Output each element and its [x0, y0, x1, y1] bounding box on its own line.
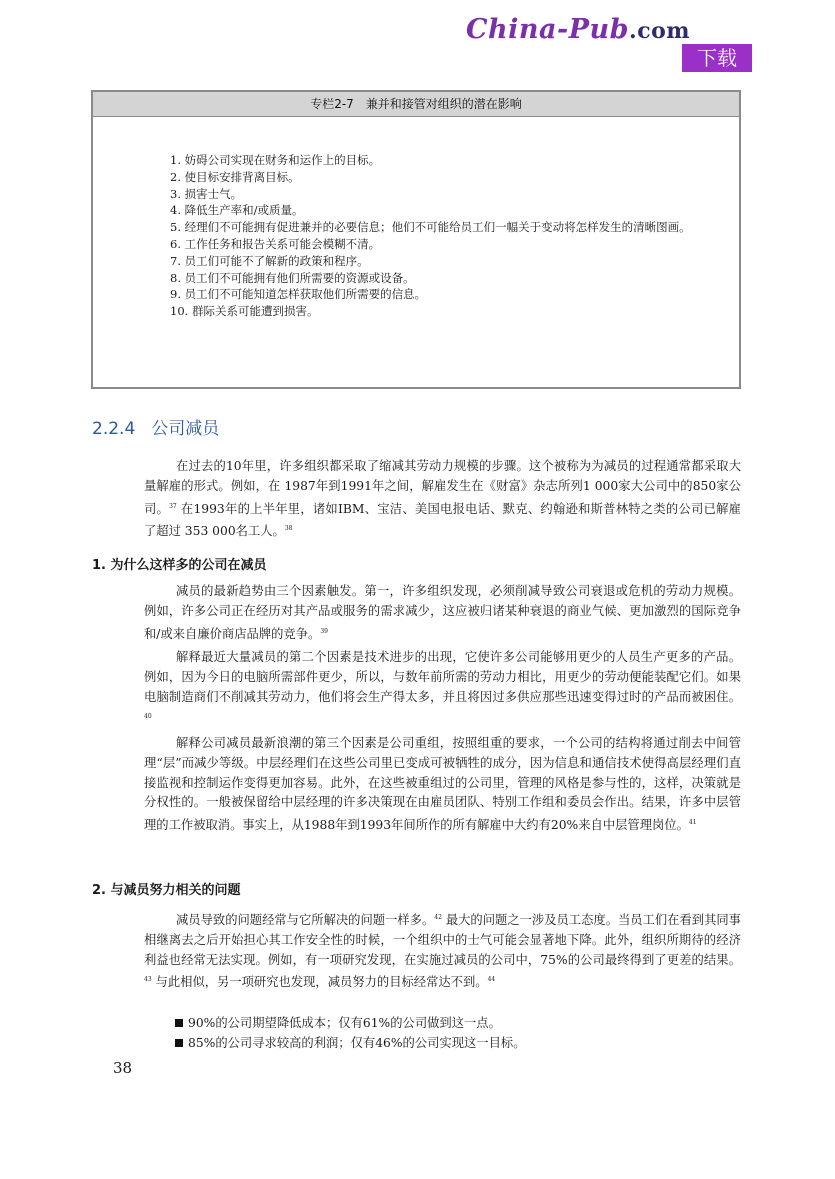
section-heading: [92, 414, 219, 439]
list-item: 1. 妨碍公司实现在财务和运作上的目标。: [170, 153, 381, 167]
footnote-ref: 44: [487, 976, 496, 984]
sidebar-title: 专栏2-7 兼并和接管对组织的潜在影响: [93, 92, 739, 117]
logo-brand: China-Pub: [466, 14, 630, 45]
list-item: 3. 损害士气。: [170, 186, 243, 201]
section-title: 公司减员: [151, 419, 220, 439]
list-item: 9. 员工们不可能知道怎样获取他们所需要的信息。: [170, 287, 427, 302]
page-number: 38: [113, 1059, 133, 1077]
china-pub-logo: [466, 14, 756, 72]
footnote-ref: 37: [169, 502, 177, 510]
subsection-heading-2: 2. 与减员努力相关的问题: [92, 883, 241, 898]
footnote-ref: 42: [434, 914, 442, 921]
list-item: 4. 降低生产率和/或质量。: [170, 203, 304, 218]
bullet-item: 85%的公司寻求较高的利润；仅有46%的公司实现这一目标。: [175, 1034, 526, 1054]
footnote-ref: 40: [144, 713, 152, 721]
paragraph: 减员导致的问题经常与它所解决的问题一样多。$^{42}$ 最大的问题之一涉及员工态度。当员工们在看到其同事相继离去之后开始担心其工作安全性的时候，一个组织中的士气可能会显著地下降。此外，组织所期待的经济利益也经常无法实现。例如，有一项研究发现，在实施过减员的公司中，75%的公司最终得到了更差的结果。$^{43}$ 与此相似，另一项研究也发现，减员努力的目标经常达不到。$^{44}$: [144, 913, 741, 990]
intro-paragraph: 在过去的10年里，许多组织都采取了缩减其劳动力规模的步骤。这个被称为为减员的过程通常都采取大量解雇的形式。例如，在 1987年到1991年之间，解雇发生在《财富》杂志所列1 000家大公司中的850家公司。$^{37}$ 在1993年的上半年里，诸如IBM、宝洁、美国电报电话、默克、约翰逊和斯普林特之类的公司已解雇了超过 353 000名工人。$^{38}$: [144, 459, 741, 539]
list-item: 10. 群际关系可能遭到损害。: [170, 304, 319, 319]
sidebar-list: [93, 152, 739, 320]
paragraph: 减员的最新趋势由三个因素触发。第一，许多组织发现，必须削减导致公司衰退或危机的劳动力规模。例如，许多公司正在经历对其产品或服务的需求减少，这应被归诸某种衰退的商业气候、更加激烈的国际竞争和/或来自廉价商店品牌的竞争。$^{39}$: [144, 584, 741, 641]
logo-com: .com: [629, 18, 691, 44]
list-item: 7. 员工们可能不了解新的政策和程序。: [170, 253, 369, 268]
list-item: 6. 工作任务和报告关系可能会模糊不清。: [170, 236, 381, 251]
section-number: 2.2.4: [92, 419, 136, 439]
subsection-heading-1: 1. 为什么这样多的公司在减员: [92, 558, 267, 573]
footnote-ref: 43: [144, 976, 152, 984]
footnote-ref: 39: [320, 627, 328, 635]
list-item: 5. 经理们不可能拥有促进兼并的必要信息；他们不可能给员工们一幅关于变动将怎样发生的清晰图画。: [170, 220, 691, 235]
paragraph: 解释最近大量减员的第二个因素是技术进步的出现，它使许多公司能够用更少的人员生产更多的产品。例如，因为今日的电脑所需部件更少，所以，与数年前所需的劳动力相比，用更少的劳动便能装配它们。如果电脑制造商们不削减其劳动力，他们将会生产得太多，并且将因过多供应那些迅速变得过时的产品而被困住。$^{40}$: [144, 650, 741, 721]
list-item: 2. 使目标安排背离目标。: [170, 169, 300, 184]
download-badge[interactable]: 下载: [682, 44, 752, 72]
paragraph: 解释公司减员最新浪潮的第三个因素是公司重组，按照组重的要求，一个公司的结构将通过削去中间管理“层”而减少等级。中层经理们在这些公司里已变成可被牺牲的成分，因为信息和通信技术使得高层经理们直接监视和控制运作变得更加容易。此外，在这些被重组过的公司里，管理的风格是参与性的，这样，决策就是分权性的。一般被保留给中层经理的许多决策现在由雇员团队、特别工作组和委员会作出。结果，许多中层管理的工作被取消。事实上，从1988年到1993年间所作的所有解雇中大约有20%来自中层管理岗位。$^{41}$: [144, 736, 741, 833]
bullet-item: 90%的公司期望降低成本；仅有61%的公司做到这一点。: [175, 1014, 501, 1034]
footnote-ref: 41: [688, 819, 697, 827]
square-bullet-icon: [175, 1039, 183, 1047]
sidebar-box-2-7: [91, 90, 741, 389]
square-bullet-icon: [175, 1019, 183, 1027]
footnote-ref: 38: [284, 525, 293, 533]
list-item: 8. 员工们不可能拥有他们所需要的资源或设备。: [170, 270, 415, 285]
